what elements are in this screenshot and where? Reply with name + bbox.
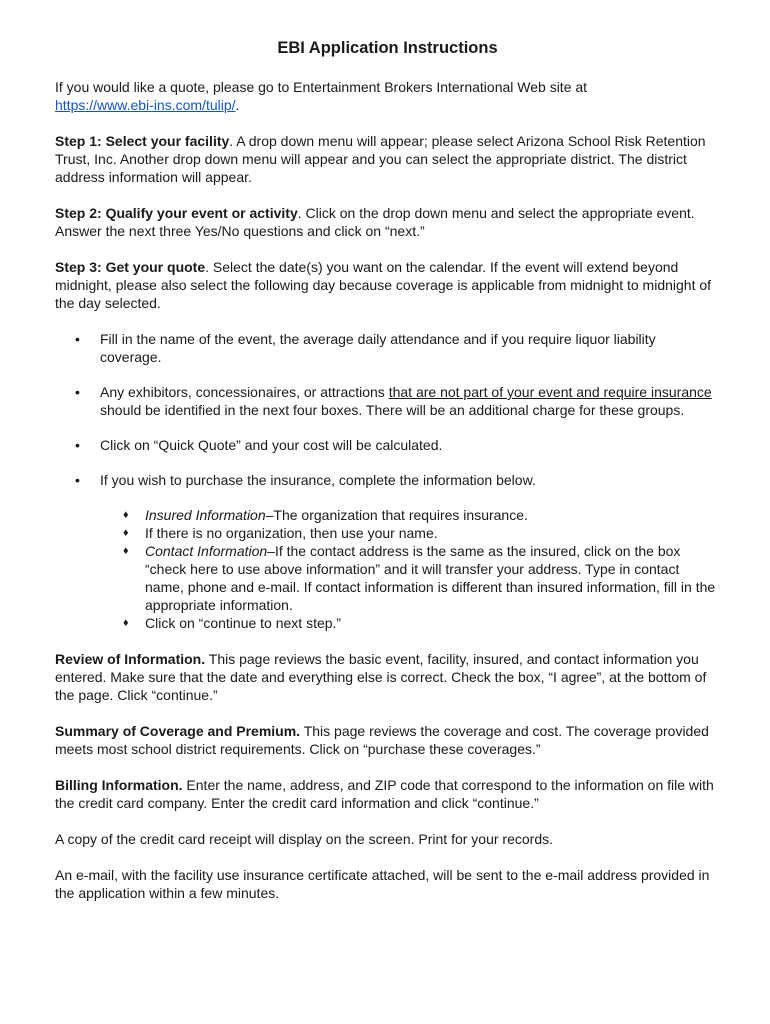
- bullet-text: Click on “Quick Quote” and your cost will be calculated.: [100, 437, 443, 453]
- item-text: –The organization that requires insurance.: [265, 507, 528, 523]
- item-italic-label: Contact Information: [145, 543, 268, 559]
- step3-bullet-list: [55, 330, 720, 489]
- receipt-paragraph: A copy of the credit card receipt will display on the screen. Print for your records.: [55, 831, 554, 847]
- billing-text: Enter the name, address, and ZIP code that correspond to the information on file with the credit card company. Enter the credit card information and click “continue.”: [55, 777, 714, 811]
- list-item: [55, 542, 720, 614]
- item-italic-label: Insured Information: [145, 507, 266, 523]
- document-title: EBI Application Instructions: [277, 39, 498, 57]
- bullet-text: should be identified in the next four boxes. There will be an additional charge for these groups.: [100, 402, 685, 418]
- billing-heading: Billing Information.: [55, 777, 183, 793]
- list-item: [55, 383, 720, 419]
- intro-paragraph: [55, 78, 720, 114]
- intro-text: If you would like a quote, please go to Entertainment Brokers International Web site at: [55, 79, 588, 95]
- list-item: [55, 436, 720, 454]
- bullet-underlined-text: that are not part of your event and require insurance: [388, 384, 712, 400]
- step2-paragraph: [55, 204, 720, 240]
- summary-text: This page reviews the coverage and cost. The coverage provided meets most school district requirements. Click on “purchase these coverages.”: [55, 723, 709, 757]
- list-item: [55, 330, 720, 366]
- item-text: Click on “continue to next step.”: [145, 615, 342, 631]
- purchase-info-list: [55, 506, 720, 632]
- review-text: This page reviews the basic event, facility, insured, and contact information you entered. Make sure that the date and everything else is correct. Check the box, “I agree”, at the bottom of the page. Click “continue.”: [55, 651, 707, 703]
- list-item: [55, 524, 720, 542]
- diamond-bullet-icon: ♦: [123, 545, 129, 557]
- step3-text: . Select the date(s) you want on the calendar. If the event will extend beyond midnight, please also select the following day because coverage is applicable from midnight to midnight of the day selected.: [55, 259, 712, 311]
- step1-heading: Step 1: Select your facility: [55, 133, 230, 149]
- bullet-icon: •: [75, 437, 80, 453]
- document-page: [55, 38, 720, 920]
- bullet-text: If you wish to purchase the insurance, complete the information below.: [100, 472, 536, 488]
- intro-period: .: [235, 97, 240, 113]
- item-text: If there is no organization, then use your name.: [145, 525, 438, 541]
- review-paragraph: [55, 650, 720, 704]
- summary-heading: Summary of Coverage and Premium.: [55, 723, 301, 739]
- step2-heading: Step 2: Qualify your event or activity: [55, 205, 298, 221]
- step1-paragraph: [55, 132, 720, 186]
- step3-heading: Step 3: Get your quote: [55, 259, 206, 275]
- diamond-bullet-icon: ♦: [123, 527, 129, 539]
- billing-paragraph: [55, 776, 720, 812]
- diamond-bullet-icon: ♦: [123, 617, 129, 629]
- email-paragraph: An e-mail, with the facility use insurance certificate attached, will be sent to the e-mail address provided in the application within a few minutes.: [55, 867, 710, 901]
- bullet-icon: •: [75, 331, 80, 347]
- diamond-bullet-icon: ♦: [123, 509, 129, 521]
- list-item: [55, 506, 720, 524]
- bullet-icon: •: [75, 472, 80, 488]
- step2-text: . Click on the drop down menu and select the appropriate event. Answer the next three Yes/No questions and click on “next.”: [55, 205, 695, 239]
- step1-text: . A drop down menu will appear; please select Arizona School Risk Retention Trust, Inc. Another drop down menu will appear and you can select the appropriate district. The district address information will appear.: [55, 133, 706, 185]
- item-text: –If the contact address is the same as the insured, click on the box “check here to use above information” and it will transfer your address. Type in contact name, phone and e-mail. If contact information is different than insured information, fill in the appropriate information.: [145, 543, 716, 613]
- bullet-text: Fill in the name of the event, the average daily attendance and if you require liquor liability coverage.: [100, 331, 656, 365]
- bullet-icon: •: [75, 384, 80, 400]
- review-heading: Review of Information.: [55, 651, 206, 667]
- list-item: [55, 471, 720, 489]
- step3-paragraph: [55, 258, 720, 312]
- summary-paragraph: [55, 722, 720, 758]
- list-item: [55, 614, 720, 632]
- ebi-website-link[interactable]: https://www.ebi-ins.com/tulip/: [55, 97, 236, 113]
- bullet-text: Any exhibitors, concessionaires, or attractions: [100, 384, 389, 400]
